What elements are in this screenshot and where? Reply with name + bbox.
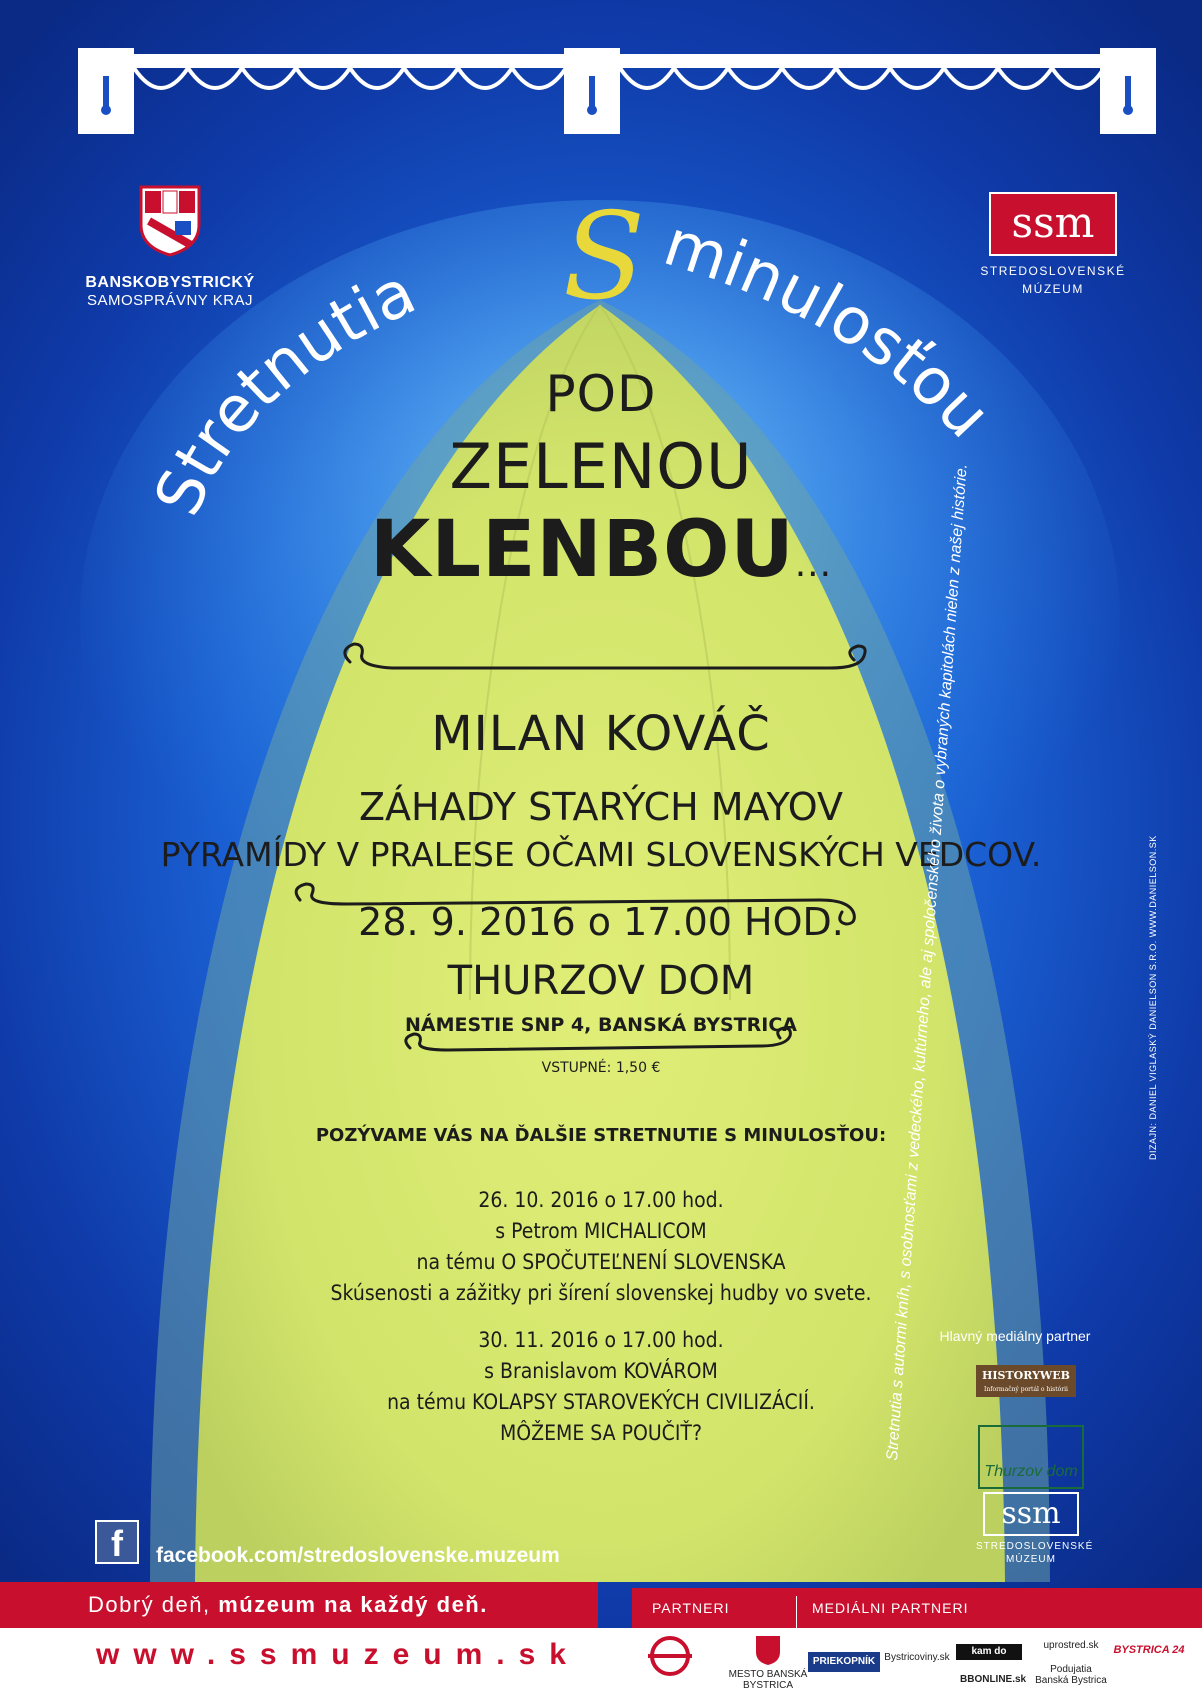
ssm-logo-small [976, 1492, 1094, 1566]
title-s-letter: S [562, 188, 646, 327]
headline-pod: POD [545, 365, 657, 423]
ssm-mark-small: ssm [983, 1492, 1079, 1536]
headline-dots: ... [794, 544, 833, 585]
slogan-part1: Dobrý deň, [88, 1592, 219, 1617]
transport-logo-icon [640, 1634, 700, 1680]
event-venue: THURZOV DOM [447, 958, 755, 1004]
thurzov-dom-logo: Thurzov dom [978, 1425, 1084, 1489]
partner-logo-transport [640, 1634, 710, 1680]
historyweb-name: HISTORYWEB [982, 1369, 1070, 1382]
entry-fee: VSTUPNÉ: 1,50 € [541, 1060, 661, 1076]
lecture-subtopic: PYRAMÍDY V PRALESE OČAMI SLOVENSKÝCH VEDCOV. [160, 835, 1042, 874]
next-event-topic: na tému O SPOČUTEĽNENÍ SLOVENSKA [416, 1250, 786, 1274]
historyweb-tagline: Informačný portál o histórii [984, 1386, 1068, 1393]
media-logo-bystrica24: BYSTRICA 24 [1113, 1644, 1185, 1656]
ssm-small-line2: MÚZEUM [1006, 1554, 1056, 1565]
ssm-mark: ssm [989, 192, 1117, 256]
next-event-detail: Skúsenosti a zážitky pri šírení slovenskej hudby vo svete. [330, 1281, 872, 1305]
partner-logo-city [728, 1634, 808, 1691]
facebook-link[interactable]: facebook.com/stredoslovenske.muzeum [156, 1544, 560, 1567]
headline-klenbou-text: KLENBOU [369, 505, 795, 595]
next-event-date: 30. 11. 2016 o 17.00 hod. [478, 1328, 724, 1352]
city-name: MESTO BANSKÁ BYSTRICA [728, 1669, 808, 1691]
media-logo-uprostred: uprostred.sk [1043, 1640, 1099, 1651]
facebook-icon[interactable]: f [95, 1520, 139, 1564]
next-event-date: 26. 10. 2016 o 17.00 hod. [478, 1188, 724, 1212]
slogan-part2: múzeum na každý deň. [218, 1592, 488, 1617]
next-event-1 [0, 1185, 1202, 1309]
next-event-speaker: s Branislavom KOVÁROM [484, 1359, 718, 1383]
title-right: minulosťou [655, 206, 1005, 453]
ssm-name-line1: STREDOSLOVENSKÉ [980, 264, 1126, 278]
main-media-partner-label: Hlavný mediálny partner [939, 1328, 1091, 1344]
historyweb-logo[interactable] [976, 1365, 1076, 1397]
media-logo-kamdomesta: kam do mesta [956, 1644, 1022, 1660]
city-crest-icon [754, 1634, 782, 1666]
flourish-1 [345, 644, 865, 668]
lecture-topic: ZÁHADY STARÝCH MAYOV [359, 785, 843, 829]
media-logo-bbonline: BBONLINE.sk [960, 1674, 1027, 1685]
invite-heading: POZÝVAME VÁS NA ĎALŠIE STRETNUTIE S MINULOSŤOU: [315, 1125, 887, 1146]
bbsk-name-line1: BANSKOBYSTRICKÝ [85, 274, 255, 291]
speaker-name: MILAN KOVÁČ [431, 706, 771, 762]
media-partners-label: MEDIÁLNI PARTNERI [812, 1600, 969, 1616]
ssm-small-line1: STREDOSLOVENSKÉ [976, 1541, 1094, 1552]
partners-label: PARTNERI [652, 1600, 730, 1616]
event-address: NÁMESTIE SNP 4, BANSKÁ BYSTRICA [405, 1014, 797, 1036]
headline-zelenou: ZELENOU [449, 430, 753, 503]
partners-bar [632, 1588, 1202, 1628]
design-credit: DIZAJN: DANIEL VIGLASKÝ DANIELSON S.R.O. WWW.DANIELSON.SK [1148, 835, 1158, 1160]
event-datetime: 28. 9. 2016 o 17.00 HOD. [358, 900, 844, 944]
title-left: Stretnutia [141, 255, 427, 527]
footer-slogan-bar [0, 1582, 598, 1628]
media-logo-bystricoviny: Bystricoviny.sk [884, 1652, 950, 1663]
website-link[interactable]: www.ssmuzeum.sk [96, 1638, 580, 1671]
next-event-topic: na tému KOLAPSY STAROVEKÝCH CIVILIZÁCIÍ. [387, 1390, 815, 1414]
next-event-speaker: s Petrom MICHALICOM [495, 1219, 707, 1243]
next-event-detail: MÔŽEME SA POUČIŤ? [499, 1421, 702, 1445]
media-logo-podujatia: Podujatia Banská Bystrica [1035, 1664, 1107, 1686]
bbsk-name-line2: SAMOSPRÁVNY KRAJ [86, 292, 254, 309]
ssm-name-line2: MÚZEUM [1022, 282, 1084, 296]
media-logo-priekopnik: PRIEKOPNÍK [808, 1652, 880, 1672]
